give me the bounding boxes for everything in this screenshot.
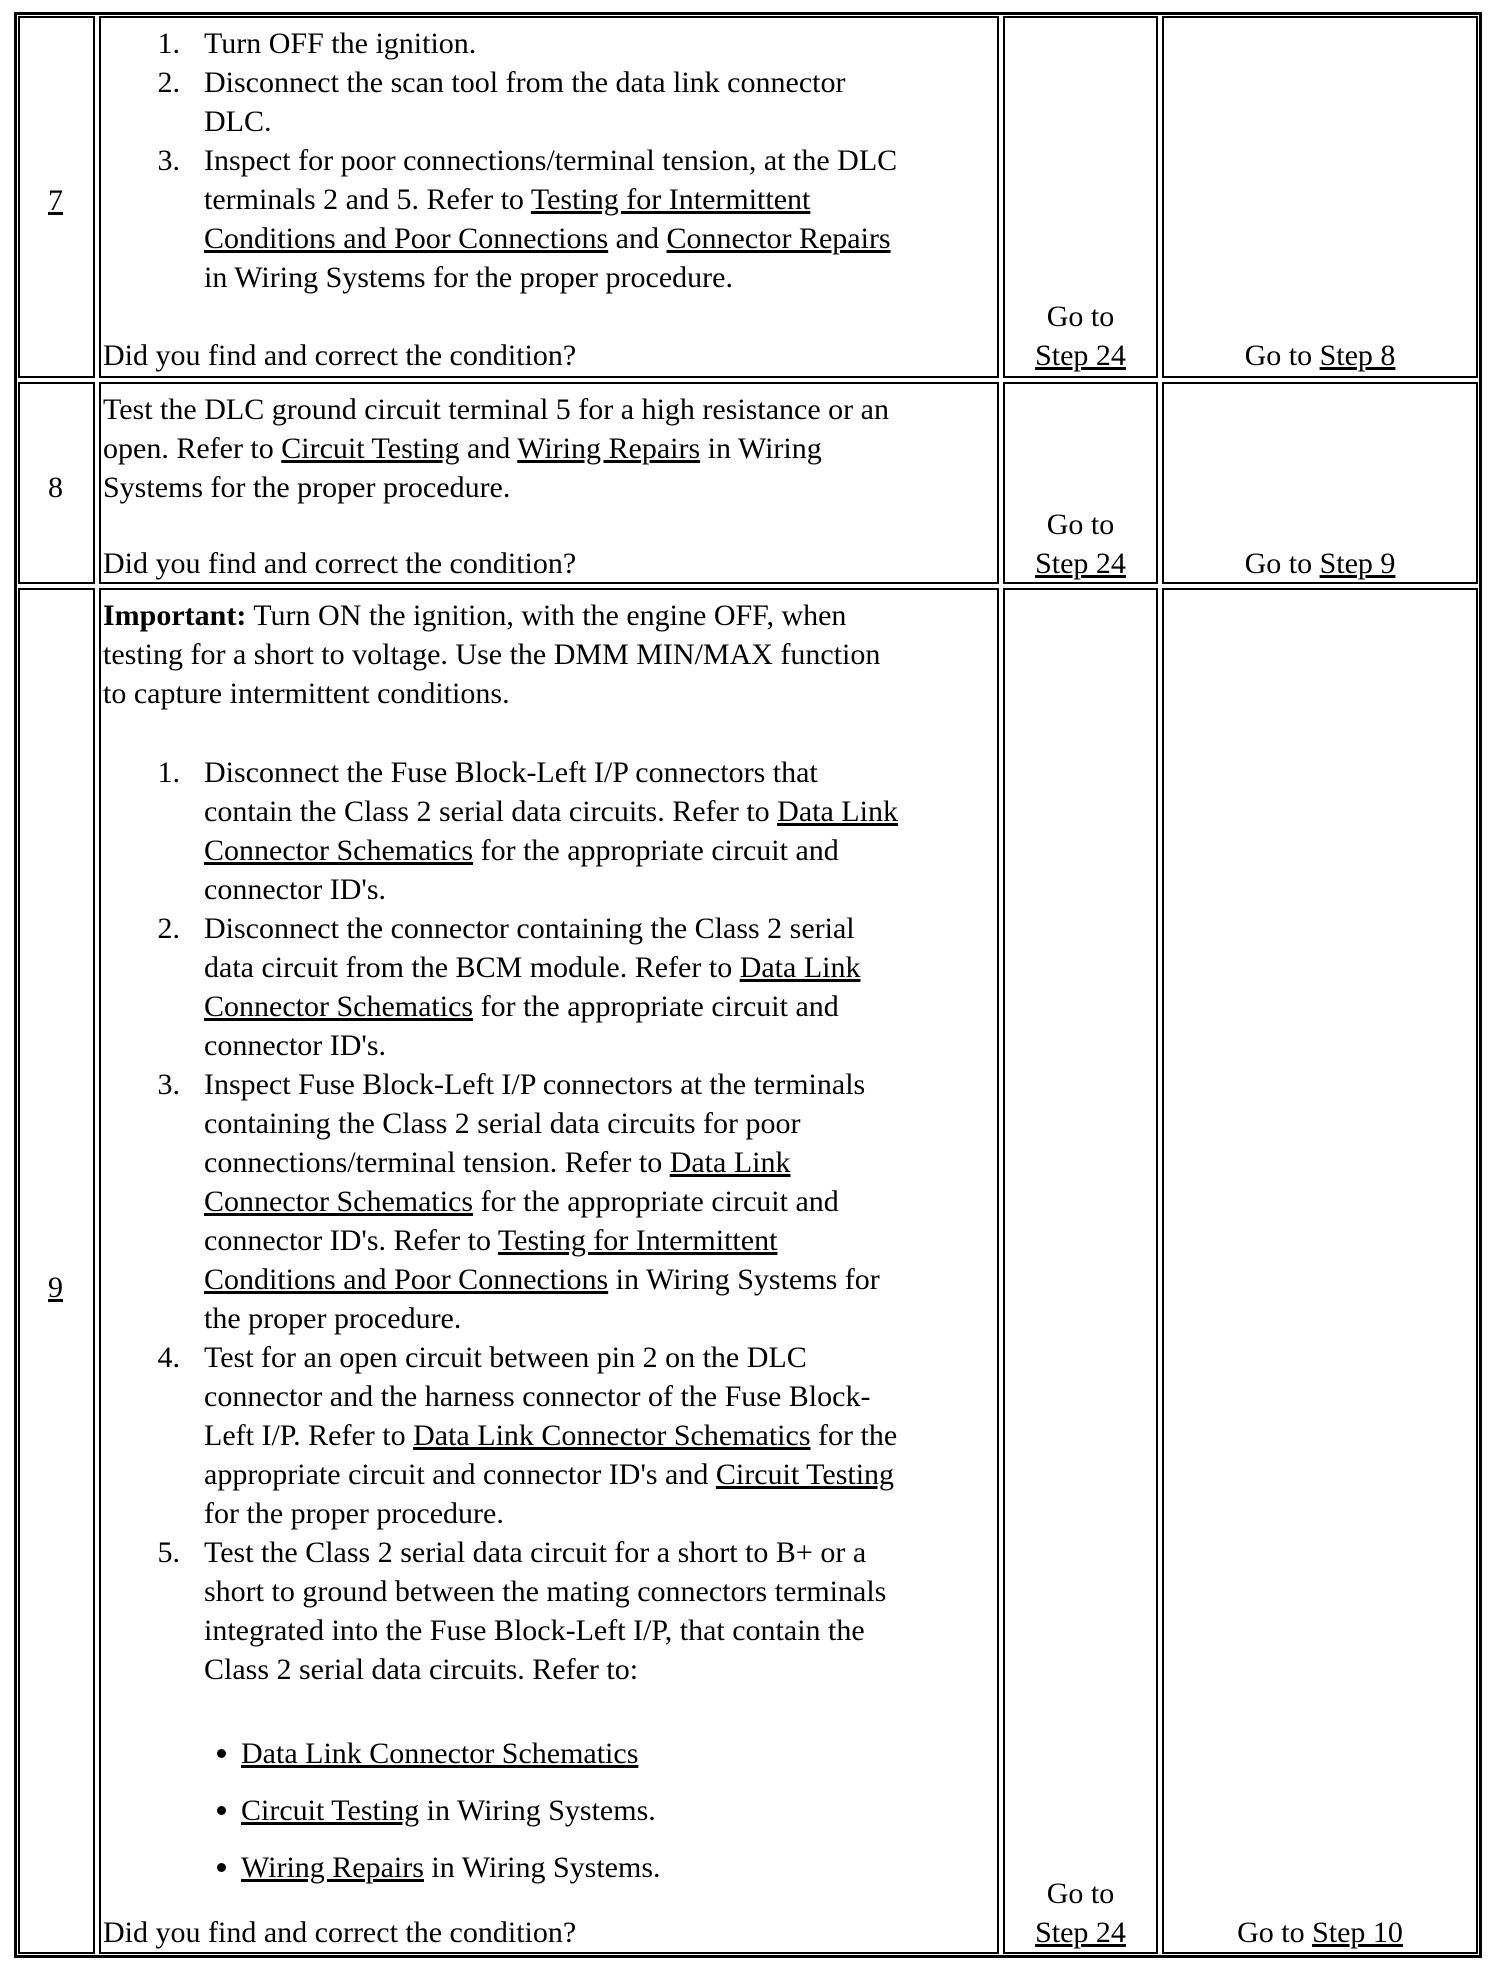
link-testing-intermittent[interactable]: Conditions and Poor Connections	[204, 1263, 609, 1296]
action-text: Systems for the proper procedure.	[103, 471, 511, 504]
yes-cell-9	[1003, 588, 1158, 1954]
go-to-step-9-link[interactable]: Step 9	[1319, 547, 1396, 580]
list-number: 1.	[157, 27, 180, 60]
link-data-link-connector-schematics[interactable]: Data Link	[777, 795, 898, 828]
question-text: Did you find and correct the condition?	[103, 1916, 577, 1949]
action-text: Test the DLC ground circuit terminal 5 for a high resistance or an	[103, 393, 889, 426]
list-item-text: Disconnect the Fuse Block-Left I/P connectors that	[204, 756, 818, 789]
list-item-text: connector ID's.	[204, 1029, 387, 1062]
bullet-icon	[217, 1806, 226, 1815]
step-number-link[interactable]: 9	[48, 1271, 63, 1304]
link-circuit-testing[interactable]: Circuit Testing	[715, 1458, 895, 1491]
list-item-text: DLC.	[204, 105, 272, 138]
link-wiring-repairs[interactable]: Wiring Repairs	[241, 1851, 424, 1884]
list-item-text: appropriate circuit and connector ID's and Circuit Testing	[204, 1458, 895, 1491]
bullet-item: Wiring Repairs in Wiring Systems.	[241, 1851, 661, 1884]
list-number: 3.	[157, 1068, 180, 1101]
yes-step-link	[1003, 544, 1158, 583]
link-data-link-connector-schematics[interactable]: Connector Schematics	[204, 834, 474, 867]
list-number: 2.	[157, 912, 180, 945]
yes-label: Go to	[1046, 1877, 1115, 1910]
list-item-text: short to ground between the mating connectors terminals	[204, 1575, 887, 1608]
list-item-text: Disconnect the scan tool from the data link connector	[204, 66, 846, 99]
list-item-text: in Wiring Systems for the proper procedure.	[204, 261, 733, 294]
no-step-text: Go to Step 8	[1244, 339, 1396, 372]
bullet-icon	[217, 1863, 226, 1872]
go-to-step-24-link[interactable]: Step 24	[1035, 547, 1126, 580]
list-item-text: connections/terminal tension. Refer to Data Link	[204, 1146, 791, 1179]
go-to-step-10-link[interactable]: Step 10	[1312, 1916, 1403, 1949]
list-item-text: Connector Schematics for the appropriate circuit and	[204, 1185, 839, 1218]
list-item-text: Conditions and Poor Connections and Connector Repairs	[204, 222, 891, 255]
link-data-link-connector-schematics[interactable]: Data Link Connector Schematics	[413, 1419, 811, 1452]
list-item-text: contain the Class 2 serial data circuits. Refer to Data Link	[204, 795, 898, 828]
list-item-text: Inspect for poor connections/terminal tension, at the DLC	[204, 144, 898, 177]
go-to-step-8-link[interactable]: Step 8	[1319, 339, 1396, 372]
list-item-text: connector ID's.	[204, 873, 387, 906]
list-item-text: connector ID's. Refer to Testing for Intermittent	[204, 1224, 778, 1257]
yes-label: Go to	[1046, 508, 1115, 541]
list-item-text: Test the Class 2 serial data circuit for a short to B+ or a	[204, 1536, 867, 1569]
list-item-text: data circuit from the BCM module. Refer to Data Link	[204, 951, 861, 984]
list-item-text: Test for an open circuit between pin 2 on the DLC	[204, 1341, 807, 1374]
list-item-text: Connector Schematics for the appropriate circuit and	[204, 834, 839, 867]
list-item-text: for the proper procedure.	[204, 1497, 504, 1530]
list-number: 3.	[157, 144, 180, 177]
go-to-step-24-link[interactable]: Step 24	[1035, 1916, 1126, 1949]
link-data-link-connector-schematics[interactable]: Data Link Connector Schematics	[241, 1737, 639, 1770]
yes-step-link	[1003, 336, 1158, 375]
no-step-text: Go to Step 10	[1237, 1916, 1403, 1949]
link-testing-intermittent[interactable]: Testing for Intermittent	[530, 183, 811, 216]
list-item-text: Disconnect the connector containing the Class 2 serial	[204, 912, 855, 945]
important-note: Important: Turn ON the ignition, with the engine OFF, when	[103, 599, 847, 632]
link-wiring-repairs[interactable]: Wiring Repairs	[517, 432, 701, 465]
bullet-item	[241, 1734, 638, 1773]
link-circuit-testing[interactable]: Circuit Testing	[281, 432, 460, 465]
no-cell-7	[1162, 16, 1478, 378]
bullet-icon	[217, 1749, 226, 1758]
action-text: open. Refer to Circuit Testing and Wiring Repairs in Wiring	[103, 432, 822, 465]
important-note: to capture intermittent conditions.	[103, 677, 510, 710]
link-data-link-connector-schematics[interactable]: Data Link	[669, 1146, 791, 1179]
no-cell-9	[1162, 588, 1478, 1954]
question-text: Did you find and correct the condition?	[103, 339, 577, 372]
list-item-text: connector and the harness connector of the Fuse Block-	[204, 1380, 871, 1413]
link-connector-repairs[interactable]: Connector Repairs	[666, 222, 891, 255]
no-step-text: Go to Step 9	[1244, 547, 1396, 580]
link-data-link-connector-schematics[interactable]: Connector Schematics	[204, 990, 474, 1023]
link-data-link-connector-schematics[interactable]: Data Link	[739, 951, 861, 984]
yes-step-link	[1003, 1913, 1158, 1952]
yes-label: Go to	[1046, 300, 1115, 333]
step-number: 8	[48, 471, 63, 504]
list-item-text: Inspect Fuse Block-Left I/P connectors at the terminals	[204, 1068, 866, 1101]
list-item-text: the proper procedure.	[204, 1302, 462, 1335]
list-item-text: Left I/P. Refer to Data Link Connector Schematics for the	[204, 1419, 898, 1452]
list-item-text: integrated into the Fuse Block-Left I/P, that contain the	[204, 1614, 865, 1647]
list-number: 4.	[157, 1341, 180, 1374]
list-item-text: Conditions and Poor Connections in Wiring Systems for	[204, 1263, 880, 1296]
list-item-text: Turn OFF the ignition.	[204, 27, 477, 60]
list-number: 2.	[157, 66, 180, 99]
list-item-text: Class 2 serial data circuits. Refer to:	[204, 1653, 639, 1686]
list-number: 5.	[157, 1536, 180, 1569]
question-text: Did you find and correct the condition?	[103, 547, 577, 580]
important-note: testing for a short to voltage. Use the DMM MIN/MAX function	[103, 638, 881, 671]
list-number: 1.	[157, 756, 180, 789]
link-circuit-testing[interactable]: Circuit Testing	[241, 1794, 420, 1827]
bullet-item: Circuit Testing in Wiring Systems.	[241, 1794, 656, 1827]
go-to-step-24-link[interactable]: Step 24	[1035, 339, 1126, 372]
list-item-text: Connector Schematics for the appropriate circuit and	[204, 990, 839, 1023]
list-item-text: terminals 2 and 5. Refer to Testing for Intermittent	[204, 183, 811, 216]
link-data-link-connector-schematics[interactable]: Connector Schematics	[204, 1185, 474, 1218]
list-item-text: containing the Class 2 serial data circuits for poor	[204, 1107, 801, 1140]
step-number-link[interactable]: 7	[48, 184, 63, 217]
link-testing-intermittent[interactable]: Conditions and Poor Connections	[204, 222, 609, 255]
link-testing-intermittent[interactable]: Testing for Intermittent	[497, 1224, 778, 1257]
